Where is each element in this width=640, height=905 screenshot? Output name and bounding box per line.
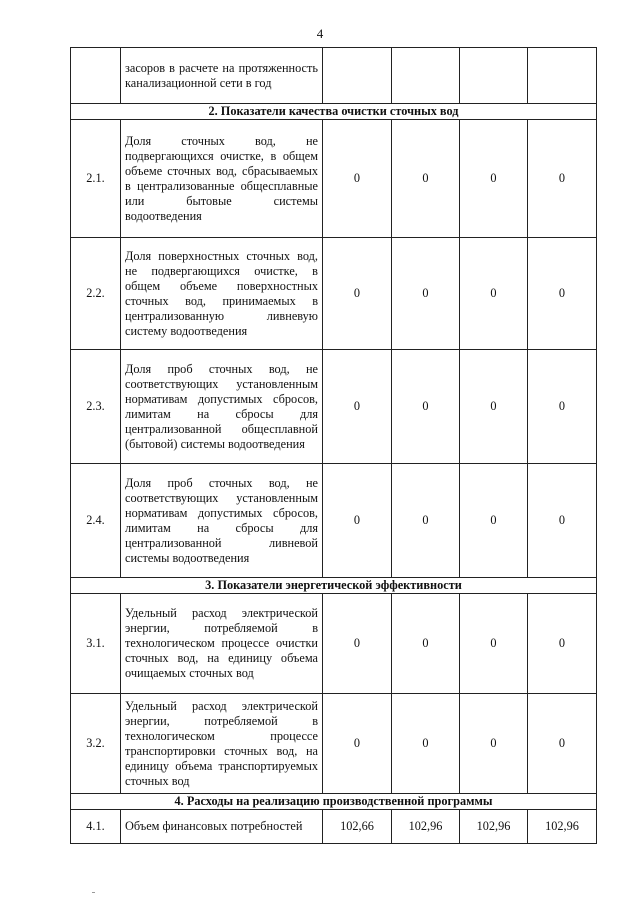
value-cell: 0 <box>528 694 597 794</box>
table-row <box>71 810 597 844</box>
value-cell: 0 <box>392 350 460 464</box>
value-cell: 102,96 <box>460 810 528 844</box>
value-cell: 0 <box>323 694 392 794</box>
value-cell: 0 <box>528 238 597 350</box>
indicator-text: Доля проб сточных вод, не соответствующих установленным нормативам допустимых сбросов, лимитам на сбросы для централизованной общесплавной (бытовой) системы водоотведения <box>121 350 323 464</box>
section-title: 4. Расходы на реализацию производственной программы <box>71 794 597 810</box>
indicator-text: Доля сточных вод, не подвергающихся очистке, в общем объеме сточных вод, сбрасываемых в централизованные общесплавные или бытовые системы водоотведения <box>121 120 323 238</box>
indicator-text: Удельный расход электрической энергии, потребляемой в технологическом процессе транспортировки сточных вод, на единицу объема транспортируемых сточных вод <box>121 694 323 794</box>
value-cell: 0 <box>323 350 392 464</box>
table-row <box>71 350 597 464</box>
row-number: 2.4. <box>71 464 121 578</box>
indicator-text: засоров в расчете на протяженность канализационной сети в год <box>121 48 323 104</box>
value-cell: 0 <box>528 464 597 578</box>
table-row <box>71 48 597 104</box>
row-number: 3.1. <box>71 594 121 694</box>
table-row <box>71 464 597 578</box>
value-cell: 0 <box>323 464 392 578</box>
indicator-text: Доля проб сточных вод, не соответствующих установленным нормативам допустимых сбросов, лимитам на сбросы для централизованной ливневой системы водоотведения <box>121 464 323 578</box>
row-number: 2.2. <box>71 238 121 350</box>
page-number: 4 <box>316 26 324 41</box>
table-row <box>71 594 597 694</box>
indicator-text: Объем финансовых потребностей <box>121 810 323 844</box>
value-cell: 102,66 <box>323 810 392 844</box>
value-cell: 0 <box>392 238 460 350</box>
table-row <box>71 238 597 350</box>
section-header <box>71 104 597 120</box>
indicator-text: Доля поверхностных сточных вод, не подвергающихся очистке, в общем объеме поверхностных сточных вод, принимаемых в централизованную ливневую систему водоотведения <box>121 238 323 350</box>
table-row <box>71 694 597 794</box>
value-cell: 0 <box>460 238 528 350</box>
section-header <box>71 578 597 594</box>
row-number: 3.2. <box>71 694 121 794</box>
value-cell <box>323 48 392 104</box>
value-cell: 102,96 <box>392 810 460 844</box>
section-title: 2. Показатели качества очистки сточных вод <box>71 104 597 120</box>
value-cell: 0 <box>528 120 597 238</box>
value-cell: 0 <box>323 238 392 350</box>
value-cell: 0 <box>392 694 460 794</box>
value-cell <box>460 48 528 104</box>
value-cell: 0 <box>392 594 460 694</box>
scan-mark <box>92 892 95 893</box>
indicators-table <box>70 47 597 844</box>
row-number: 2.1. <box>71 120 121 238</box>
value-cell: 0 <box>460 594 528 694</box>
value-cell: 0 <box>460 464 528 578</box>
row-number <box>71 48 121 104</box>
row-number: 2.3. <box>71 350 121 464</box>
value-cell <box>528 48 597 104</box>
value-cell: 0 <box>392 464 460 578</box>
value-cell: 102,96 <box>528 810 597 844</box>
value-cell: 0 <box>460 120 528 238</box>
value-cell: 0 <box>528 350 597 464</box>
value-cell: 0 <box>460 694 528 794</box>
value-cell: 0 <box>323 594 392 694</box>
section-header <box>71 794 597 810</box>
row-number: 4.1. <box>71 810 121 844</box>
value-cell: 0 <box>528 594 597 694</box>
section-title: 3. Показатели энергетической эффективности <box>71 578 597 594</box>
value-cell <box>392 48 460 104</box>
table-row <box>71 120 597 238</box>
value-cell: 0 <box>460 350 528 464</box>
value-cell: 0 <box>392 120 460 238</box>
value-cell: 0 <box>323 120 392 238</box>
indicator-text: Удельный расход электрической энергии, потребляемой в технологическом процессе очистки сточных вод, на единицу объема очищаемых сточных вод <box>121 594 323 694</box>
